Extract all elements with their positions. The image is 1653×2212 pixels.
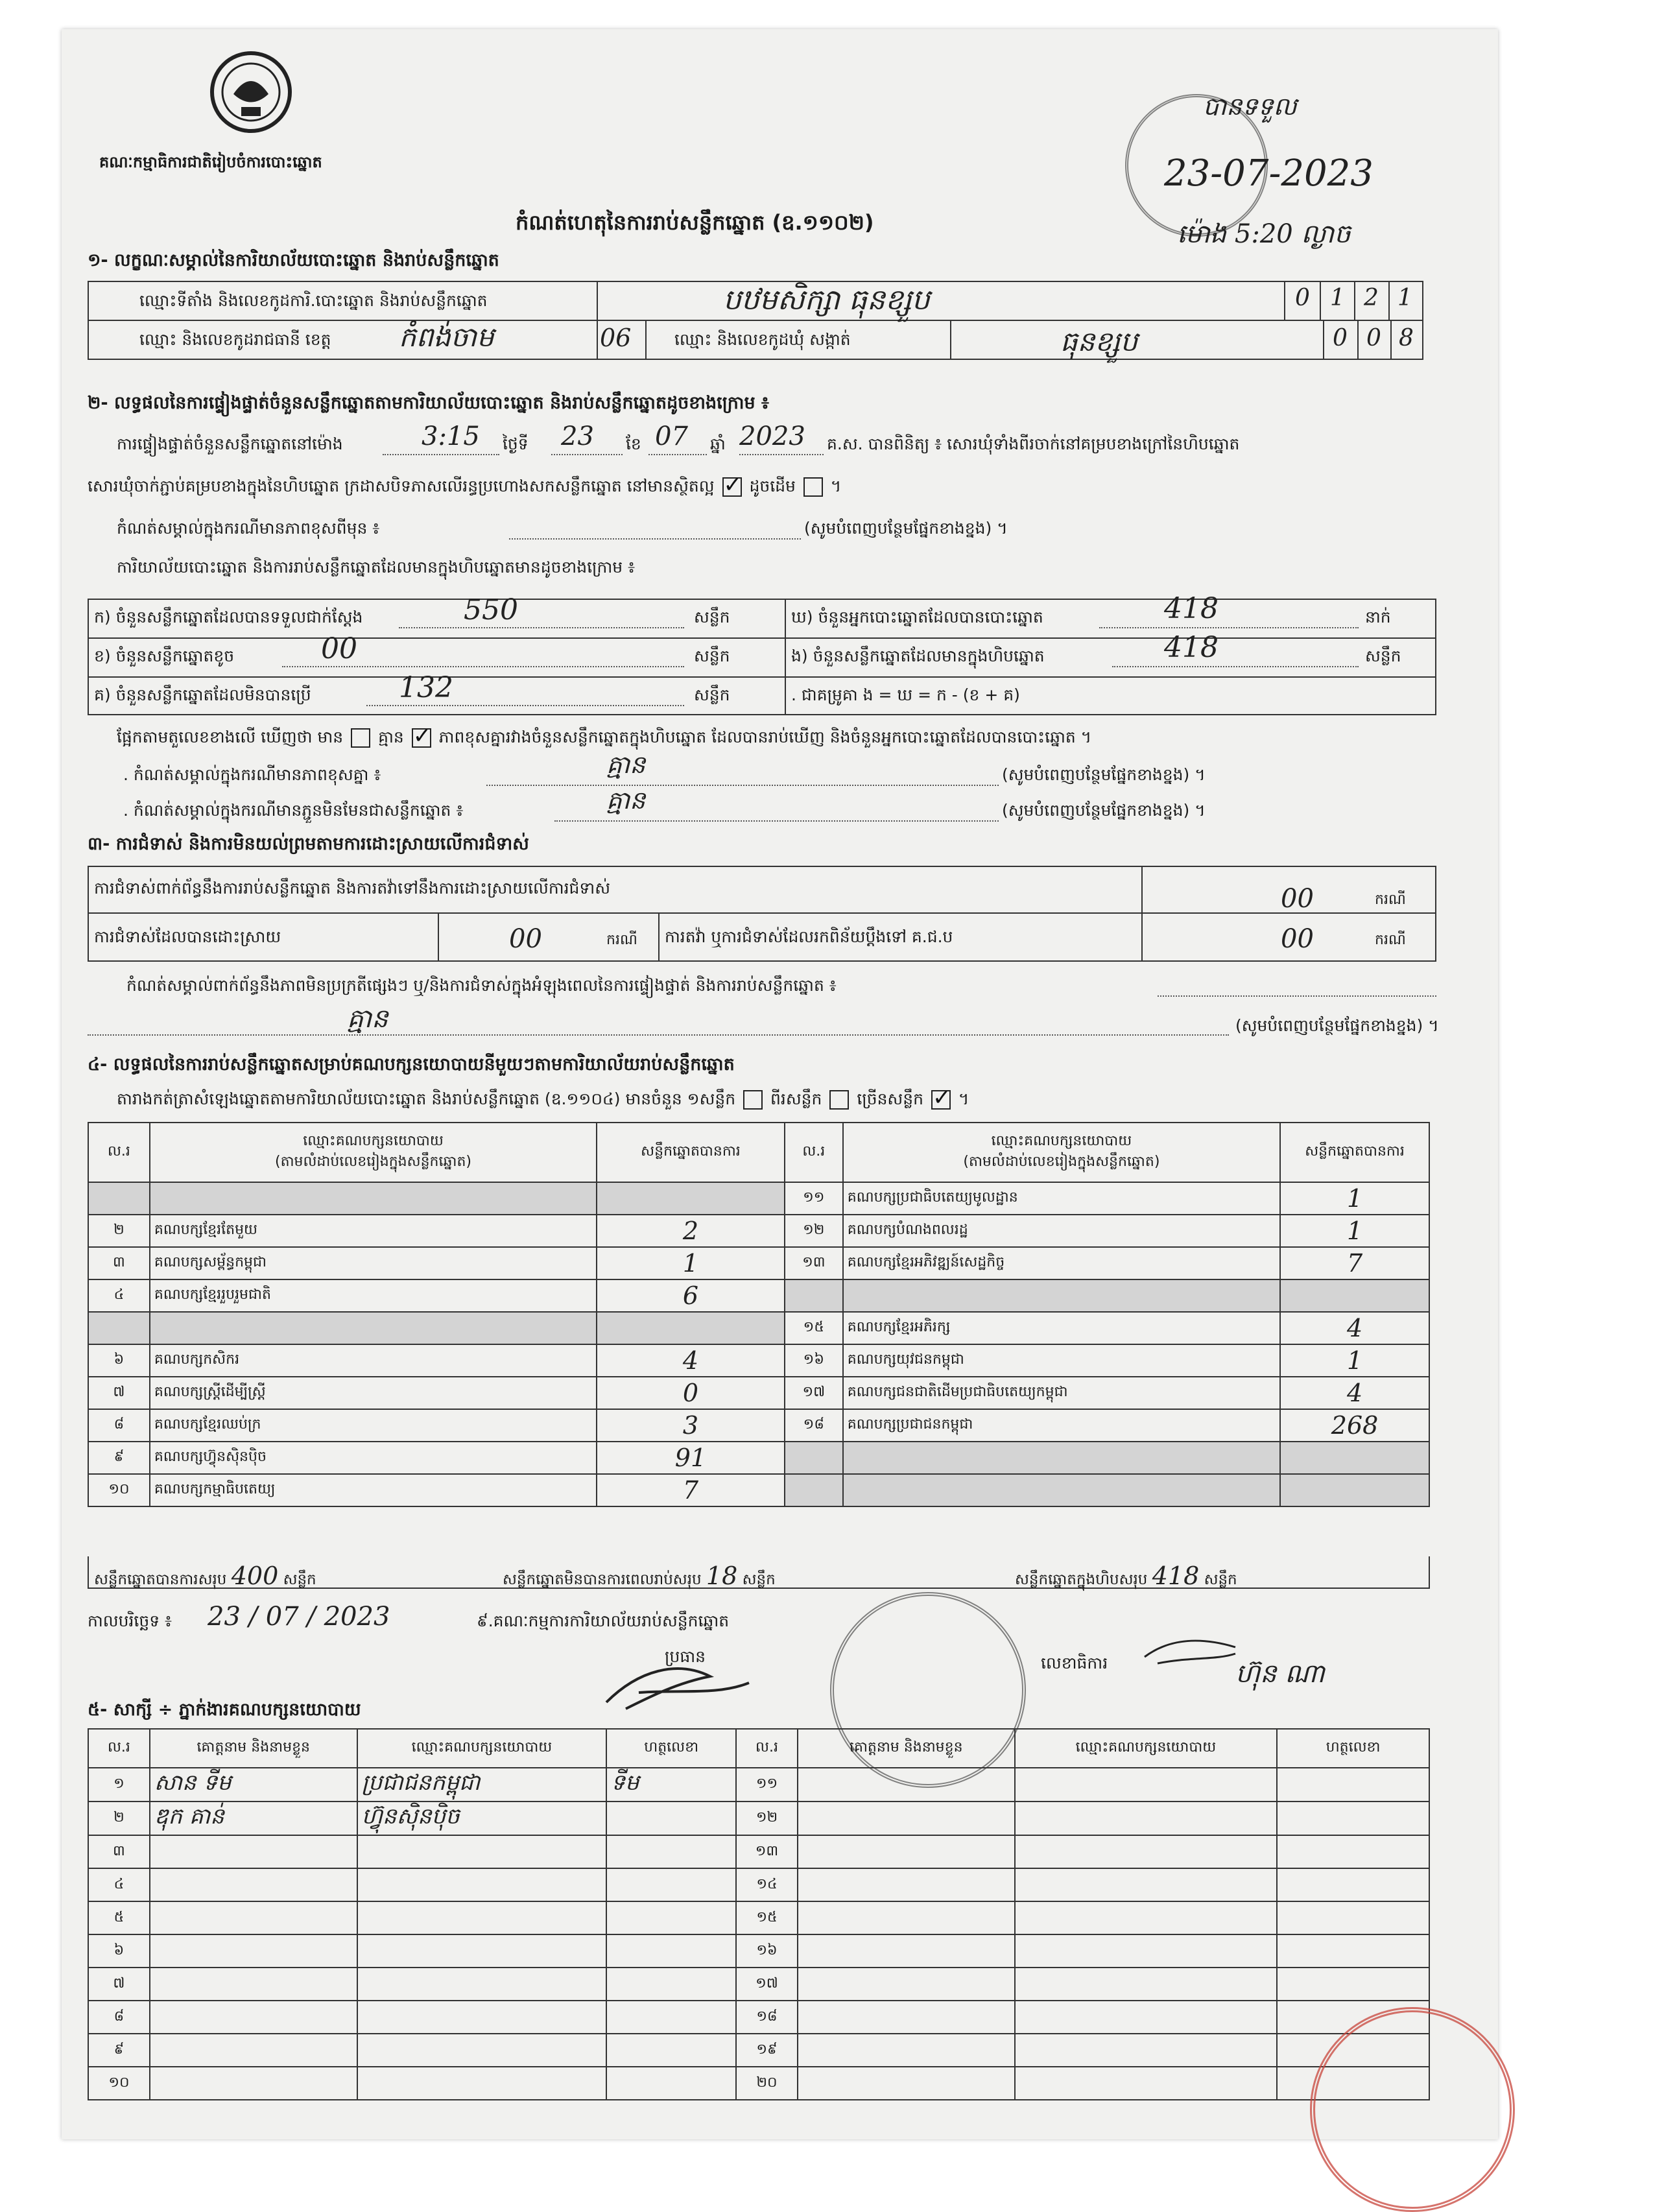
col-party-right: ឈ្មោះគណបក្សនយោបាយ (តាមលំដាប់លេខរៀងក្នុងសន្លឹកឆ្នោត) xyxy=(843,1123,1280,1182)
party-votes: 7 xyxy=(597,1474,785,1506)
received-label: បានទទួល xyxy=(1203,92,1297,121)
objection-row2-case: ករណី xyxy=(606,932,637,948)
party-no: ១២ xyxy=(785,1215,843,1247)
witness-name xyxy=(150,1835,357,1868)
witness-party xyxy=(1015,1934,1278,1968)
witness-party xyxy=(1015,2034,1278,2067)
party-no xyxy=(88,1312,150,1344)
party-votes: 7 xyxy=(1280,1247,1429,1279)
witness-signature xyxy=(1277,1802,1429,1835)
document-sheet xyxy=(62,29,1498,2139)
table-row xyxy=(88,1868,1429,1901)
w-col-no: ល.រ xyxy=(88,1729,150,1768)
party-votes xyxy=(1280,1279,1429,1312)
party-votes: 6 xyxy=(597,1279,785,1312)
count-c-label: គ) ចំនួនសន្លឹកឆ្នោតដែលមិនបានប្រើ xyxy=(94,685,311,704)
objection-row2-value: 00 xyxy=(509,924,542,954)
witness-signature xyxy=(1277,1968,1429,2001)
location-code-3: 2 xyxy=(1364,285,1379,311)
party-name xyxy=(843,1442,1280,1474)
table-row xyxy=(88,1247,1429,1279)
location-value: បឋមសិក្សា ធុនខ្សួប xyxy=(723,283,930,316)
party-no: ១៨ xyxy=(785,1409,843,1442)
witness-party xyxy=(1015,1768,1278,1802)
party-no: ១៥ xyxy=(785,1312,843,1344)
party-name: គណបក្សខ្មែរតែមួយ xyxy=(150,1215,597,1247)
witness-no: ១៣ xyxy=(736,1835,798,1868)
objection-row2b-case: ករណី xyxy=(1375,932,1406,948)
party-name: គណបក្សកសិករ xyxy=(150,1344,597,1377)
irregularity-note-label: កំណត់សម្គាល់ពាក់ព័ន្ធនឹងភាពមិនប្រក្រតីផ្សេងៗ ឬ/និងការជំទាស់ក្នុងអំឡុងពេលនៃការផ្ទៀងផ្ទាត់ និងការរាប់សន្លឹកឆ្នោត ៖ xyxy=(126,976,837,995)
table-row xyxy=(88,1901,1429,1934)
witness-no: ២០ xyxy=(736,2067,798,2100)
party-no: ១១ xyxy=(785,1182,843,1215)
location-code-4: 1 xyxy=(1397,285,1412,311)
witness-party xyxy=(357,1901,607,1934)
difference-note-tail: (សូមបំពេញបន្ថែមផ្នែកខាងខ្នង) ។ xyxy=(804,519,1008,538)
witness-signature xyxy=(1277,1868,1429,1901)
witness-party xyxy=(357,2001,607,2034)
witness-party xyxy=(1015,1835,1278,1868)
witness-name xyxy=(798,1901,1015,1934)
witness-no: ៣ xyxy=(88,1835,150,1868)
witness-name xyxy=(150,2034,357,2067)
witness-signature xyxy=(606,1934,736,1968)
witness-name xyxy=(798,2067,1015,2100)
party-votes: 0 xyxy=(597,1377,785,1409)
witness-signature xyxy=(606,1901,736,1934)
nec-logo xyxy=(208,49,295,136)
red-stamp xyxy=(1310,2007,1515,2212)
discrepancy-yes-checkbox[interactable] xyxy=(351,728,370,748)
difference-note-label: កំណត់សម្គាល់ក្នុងករណីមានភាពខុសពីមុន ៖ xyxy=(117,519,380,538)
witness-name xyxy=(798,1868,1015,1901)
witness-signature xyxy=(1277,1835,1429,1868)
location-label: ឈ្មោះទីតាំង និងលេខកូដការិ.បោះឆ្នោត និងរាប់សន្លឹកឆ្នោត xyxy=(139,291,488,310)
received-date: 23-07-2023 xyxy=(1164,152,1374,195)
year-label: ឆ្នាំ xyxy=(710,434,726,453)
count-d-value: 418 xyxy=(1164,592,1219,625)
check-month: 07 xyxy=(655,422,688,451)
table-row xyxy=(88,2067,1429,2100)
witness-signature xyxy=(606,2034,736,2067)
party-name: គណបក្សខ្មែរអភិរក្ស xyxy=(843,1312,1280,1344)
count-a-unit: សន្លឹក xyxy=(694,608,730,626)
witness-name xyxy=(150,1868,357,1901)
table-row xyxy=(88,1182,1429,1215)
discrepancy-check: ផ្អែកតាមតួលេខខាងលើ ឃើញថា មាន គ្មាន ✓ ភាពខុសគ្នារវាងចំនួនសន្លឹកឆ្នោតក្នុងហិបឆ្នោត ដែលបានរាប់ឃើញ និងចំនួនអ្នកបោះឆ្នោតដែលបានបោះឆ្នោត ។ xyxy=(117,728,1091,751)
count-c-value: 132 xyxy=(399,671,453,704)
table-row xyxy=(88,1768,1429,1802)
witness-signature xyxy=(1277,1901,1429,1934)
party-name: គណបក្សកម្មាធិបតេយ្យ xyxy=(150,1474,597,1506)
two-sheets-checkbox[interactable] xyxy=(829,1090,849,1110)
witness-no: ១២ xyxy=(736,1802,798,1835)
count-b-value: 00 xyxy=(321,632,357,665)
witness-party xyxy=(357,1934,607,1968)
party-name: គណបក្សជនជាតិដើមប្រជាធិបតេយ្យកម្ពុជា xyxy=(843,1377,1280,1409)
witness-no: ២ xyxy=(88,1802,150,1835)
count-formula: . ជាគម្រូគា ង = ឃ = ក - (ខ + គ) xyxy=(791,685,1020,704)
witness-name xyxy=(150,2067,357,2100)
commune-label: ឈ្មោះ និងលេខកូដឃុំ សង្កាត់ xyxy=(674,330,851,349)
section4-heading: ៤- លទ្ធផលនៃការរាប់សន្លឹកឆ្នោតសម្រាប់គណបក្សនយោបាយនីមួយៗតាមការិយាល័យរាប់សន្លឹកឆ្នោត xyxy=(88,1054,735,1075)
province-code: 06 xyxy=(600,324,632,352)
w-col-party: ឈ្មោះគណបក្សនយោបាយ xyxy=(357,1729,607,1768)
party-name xyxy=(150,1182,597,1215)
party-votes xyxy=(597,1312,785,1344)
party-name: គណបក្សប្រជាធិបតេយ្យមូលដ្ឋាន xyxy=(843,1182,1280,1215)
table-row xyxy=(88,2034,1429,2067)
party-votes: 4 xyxy=(597,1344,785,1377)
witness-party xyxy=(1015,1868,1278,1901)
count-e-value: 418 xyxy=(1164,631,1219,664)
section2-heading: ២- លទ្ធផលនៃការផ្ទៀងផ្ទាត់ចំនួនសន្លឹកឆ្នោតតាមការិយាល័យបោះឆ្នោត និងរាប់សន្លឹកឆ្នោតដូចខាងក្រោម ៖ xyxy=(88,393,769,413)
party-votes: 4 xyxy=(1280,1377,1429,1409)
tally-sheet-count: តារាងកត់ត្រាសំឡេងឆ្នោតតាមការិយាល័យបោះឆ្នោត និងរាប់សន្លឹកឆ្នោត (ឧ.១១០៤) មានចំនួន ១សន្លឹក ពីរសន្លឹក ច្រើនសន្លឹក ✓ ។ xyxy=(117,1089,969,1113)
witness-name xyxy=(798,1934,1015,1968)
party-no: ៦ xyxy=(88,1344,150,1377)
party-votes xyxy=(597,1182,785,1215)
ballot-counts-intro: ការិយាល័យបោះឆ្នោត និងការរាប់សន្លឹកឆ្នោតដែលមានក្នុងហិបឆ្នោតមានដូចខាងក្រោម ៖ xyxy=(117,558,636,577)
province-label: ឈ្មោះ និងលេខកូដរាជធានី ខេត្ត xyxy=(139,330,331,349)
note2-tail: (សូមបំពេញបន្ថែមផ្នែកខាងខ្នង) ។ xyxy=(1002,801,1206,820)
party-no: ៩ xyxy=(88,1442,150,1474)
table-row xyxy=(88,1344,1429,1377)
witness-no: ១៨ xyxy=(736,2001,798,2034)
check-day: 23 xyxy=(561,422,594,451)
party-name: គណបក្សខ្មែរអភិវឌ្ឍន៍សេដ្ឋកិច្ច xyxy=(843,1247,1280,1279)
secretary-name: ហ៊ុន ណា xyxy=(1235,1659,1325,1689)
witness-signature xyxy=(1277,1768,1429,1802)
count-d-label: ឃ) ចំនួនអ្នកបោះឆ្នោតដែលបានបោះឆ្នោត xyxy=(791,608,1043,626)
received-time: ម៉ោង 5:20 ល្ងាច xyxy=(1177,219,1351,249)
count-d-unit: នាក់ xyxy=(1365,608,1391,626)
secretary-label: លេខាធិការ xyxy=(1041,1654,1108,1672)
total-valid: សន្លឹកឆ្នោតបានការសរុប 400 សន្លឹក xyxy=(94,1562,316,1590)
party-no: ១៣ xyxy=(785,1247,843,1279)
witness-name xyxy=(798,1835,1015,1868)
witness-no: ១០ xyxy=(88,2067,150,2100)
witness-party xyxy=(357,1868,607,1901)
table-row xyxy=(88,1442,1429,1474)
section5-heading: ៥- សាក្សី ÷ ភ្នាក់ងារគណបក្សនយោបាយ xyxy=(88,1700,361,1720)
chair-label: ប្រធាន xyxy=(665,1647,706,1666)
result-date-value: 23 / 07 / 2023 xyxy=(208,1602,390,1632)
witness-no: ១៥ xyxy=(736,1901,798,1934)
ok-checkbox[interactable] xyxy=(722,477,742,497)
witness-signature xyxy=(606,2001,736,2034)
seal-check-text: សោរឃុំចាក់ភ្ជាប់គម្របខាងក្នុងនៃហិបឆ្នោត ក្រដាសបិទភាសលើរន្ធប្រហោងសកសន្លឹកឆ្នោត នៅមានស្ថិតល្អ ✓ ដូចដើម ។ xyxy=(88,477,841,500)
col-no-right: ល.រ xyxy=(785,1123,843,1182)
party-name: គណបក្សប្រជាជនកម្ពុជា xyxy=(843,1409,1280,1442)
table-row xyxy=(88,2001,1429,2034)
party-no xyxy=(785,1474,843,1506)
location-code-2: 1 xyxy=(1330,285,1345,311)
w-col-name: គោត្តនាម និងនាមខ្លួន xyxy=(150,1729,357,1768)
col-votes-right: សន្លឹកឆ្នោតបានការ xyxy=(1280,1123,1429,1182)
table-row xyxy=(88,1312,1429,1344)
party-name: គណបក្សខ្មែររួបរួមជាតិ xyxy=(150,1279,597,1312)
party-no: ៧ xyxy=(88,1377,150,1409)
objection-row2-label: ការជំទាស់ដែលបានដោះស្រាយ xyxy=(94,927,281,946)
witness-no: ៩ xyxy=(88,2034,150,2067)
party-no xyxy=(785,1279,843,1312)
witness-no: ៥ xyxy=(88,1901,150,1934)
party-results-table xyxy=(88,1122,1430,1507)
witness-signature xyxy=(606,1802,736,1835)
party-name: គណបក្សហ៊្វុនស៊ិនប៉ិច xyxy=(150,1442,597,1474)
total-in-box: សន្លឹកឆ្នោតក្នុងហិបសរុប 418 សន្លឹក xyxy=(1015,1562,1237,1590)
witness-signature xyxy=(606,1868,736,1901)
party-name: គណបក្សសម្ព័ន្ធកម្ពុជា xyxy=(150,1247,597,1279)
table-row xyxy=(88,1215,1429,1247)
witness-table xyxy=(88,1728,1430,2100)
w-col-sign-right: ហត្ថលេខា xyxy=(1277,1729,1429,1768)
party-name xyxy=(843,1279,1280,1312)
witness-party xyxy=(357,2034,607,2067)
witness-party xyxy=(1015,2067,1278,2100)
party-no: ១៦ xyxy=(785,1344,843,1377)
party-no: ៣ xyxy=(88,1247,150,1279)
witness-party xyxy=(1015,2001,1278,2034)
table-row xyxy=(88,1835,1429,1868)
witness-name: សាន ទីម xyxy=(150,1768,357,1802)
table-row xyxy=(88,1934,1429,1968)
party-votes: 91 xyxy=(597,1442,785,1474)
party-no: ៨ xyxy=(88,1409,150,1442)
party-name: គណបក្សស្ត្រីដើម្បីស្ត្រី xyxy=(150,1377,597,1409)
note1-value: គ្មាន xyxy=(606,750,646,779)
party-no xyxy=(785,1442,843,1474)
check-time-label: ការផ្ទៀងផ្ទាត់ចំនួនសន្លឹកឆ្នោតនៅម៉ោង xyxy=(117,434,343,453)
w-col-name-right: គោត្តនាម និងនាមខ្លួន xyxy=(798,1729,1015,1768)
party-votes xyxy=(1280,1474,1429,1506)
party-votes: 1 xyxy=(1280,1344,1429,1377)
col-no: ល.រ xyxy=(88,1123,150,1182)
witness-no: ៧ xyxy=(88,1968,150,2001)
secretary-signature xyxy=(1138,1631,1242,1670)
objection-row1-case: ករណី xyxy=(1375,892,1406,908)
count-e-unit: សន្លឹក xyxy=(1365,647,1401,665)
note2-value: គ្មាន xyxy=(606,786,646,815)
org-name: គណៈកម្មាធិការជាតិរៀបចំការបោះឆ្នោត xyxy=(99,153,322,171)
party-no: ៤ xyxy=(88,1279,150,1312)
witness-name xyxy=(150,2001,357,2034)
w-col-party-right: ឈ្មោះគណបក្សនយោបាយ xyxy=(1015,1729,1278,1768)
witness-signature: ទីម xyxy=(606,1768,736,1802)
witness-no: ៨ xyxy=(88,2001,150,2034)
witness-no: ៦ xyxy=(88,1934,150,1968)
col-votes: សន្លឹកឆ្នោតបានការ xyxy=(597,1123,785,1182)
commune-code-2: 0 xyxy=(1366,325,1381,351)
location-code-1: 0 xyxy=(1295,285,1310,311)
party-name xyxy=(150,1312,597,1344)
witness-name xyxy=(798,1802,1015,1835)
discrepancy-no-checkbox[interactable] xyxy=(412,728,431,748)
party-votes: 1 xyxy=(597,1247,785,1279)
day-label: ថ្ងៃទី xyxy=(503,434,529,453)
province-value: កំពង់ចាម xyxy=(399,321,494,353)
witness-name xyxy=(798,2034,1015,2067)
check-year: 2023 xyxy=(739,422,805,451)
party-no xyxy=(88,1182,150,1215)
witness-name xyxy=(798,1968,1015,2001)
witness-name xyxy=(150,1901,357,1934)
objection-row1-label: ការជំទាស់ពាក់ព័ន្ធនឹងការរាប់សន្លឹកឆ្នោត និងការតវ៉ាទៅនឹងការដោះស្រាយលើការជំទាស់ xyxy=(94,879,611,898)
witness-party xyxy=(1015,1802,1278,1835)
commune-value: ធុនខ្សួប xyxy=(1060,326,1138,357)
witness-name: ឌុក គាន់ xyxy=(150,1802,357,1835)
witness-signature xyxy=(1277,1934,1429,1968)
irregularity-note-tail: (សូមបំពេញបន្ថែមផ្នែកខាងខ្នង) ។ xyxy=(1235,1016,1439,1035)
objection-row2b-value: 00 xyxy=(1281,924,1314,954)
committee-label: ៩.គណៈកម្មការការិយាល័យរាប់សន្លឹកឆ្នោត xyxy=(477,1611,730,1630)
witness-name xyxy=(798,2001,1015,2034)
result-date-label: កាលបរិច្ឆេទ ៖ xyxy=(88,1611,172,1630)
count-b-label: ខ) ចំនួនសន្លឹកឆ្នោតខូច xyxy=(94,647,235,665)
w-col-sign: ហត្ថលេខា xyxy=(606,1729,736,1768)
one-sheet-checkbox[interactable] xyxy=(743,1090,763,1110)
note1-tail: (សូមបំពេញបន្ថែមផ្នែកខាងខ្នង) ។ xyxy=(1002,765,1206,784)
party-name xyxy=(843,1474,1280,1506)
witness-no: ១ xyxy=(88,1768,150,1802)
party-votes: 1 xyxy=(1280,1215,1429,1247)
witness-party xyxy=(357,2067,607,2100)
count-a-value: 550 xyxy=(464,593,518,626)
witness-party: ហ៊្វុនស៊ិនប៉ិច xyxy=(357,1802,607,1835)
many-sheets-checkbox[interactable] xyxy=(931,1090,951,1110)
col-party: ឈ្មោះគណបក្សនយោបាយ (តាមលំដាប់លេខរៀងក្នុងសន្លឹកឆ្នោត) xyxy=(150,1123,597,1182)
witness-party xyxy=(357,1835,607,1868)
table-row xyxy=(88,1409,1429,1442)
party-votes: 4 xyxy=(1280,1312,1429,1344)
irregularity-note-value: គ្មាន xyxy=(347,1004,388,1034)
section1-heading: ១- លក្ខណៈសម្គាល់នៃការិយាល័យបោះឆ្នោត និងរាប់សន្លឹកឆ្នោត xyxy=(88,250,499,270)
party-no: ១០ xyxy=(88,1474,150,1506)
party-votes xyxy=(1280,1442,1429,1474)
section3-heading: ៣- ការជំទាស់ និងការមិនយល់ព្រមតាមការដោះស្រាយលើការជំទាស់ xyxy=(88,834,529,854)
witness-signature xyxy=(606,1968,736,2001)
party-votes: 2 xyxy=(597,1215,785,1247)
witness-no: ១៧ xyxy=(736,1968,798,2001)
month-label: ខែ xyxy=(626,434,641,453)
party-no: ១៧ xyxy=(785,1377,843,1409)
table-row xyxy=(88,1802,1429,1835)
form-title: កំណត់ហេតុនៃការរាប់សន្លឹកឆ្នោត (ឧ.១១០២) xyxy=(516,210,874,235)
witness-no: ១៦ xyxy=(736,1934,798,1968)
total-invalid: សន្លឹកឆ្នោតមិនបានការពេលរាប់សរុប 18 សន្លឹក xyxy=(503,1562,776,1590)
lock-check-text: គ.ស. បានពិនិត្យ ៖ សោរឃុំទាំងពីរចាក់នៅគម្របខាងក្រៅនៃហិបឆ្នោត xyxy=(827,434,1240,453)
party-votes: 3 xyxy=(597,1409,785,1442)
witness-signature xyxy=(606,2067,736,2100)
count-b-unit: សន្លឹក xyxy=(694,647,730,665)
party-name: គណបក្សយុវជនកម្ពុជា xyxy=(843,1344,1280,1377)
note1-label: . កំណត់សម្គាល់ក្នុងករណីមានភាពខុសគ្នា ៖ xyxy=(123,765,381,784)
witness-no: ៤ xyxy=(88,1868,150,1901)
table-row xyxy=(88,1377,1429,1409)
objection-row2b-label: ការតវ៉ា ឬការជំទាស់ដែលរកពិន័យប្តឹងទៅ គ.ជ.ប xyxy=(665,927,953,946)
count-c-unit: សន្លឹក xyxy=(694,685,730,704)
count-e-label: ង) ចំនួនសន្លឹកឆ្នោតដែលមានក្នុងហិបឆ្នោត xyxy=(791,647,1045,665)
witness-name xyxy=(798,1768,1015,1802)
check-time: 3:15 xyxy=(422,422,480,451)
other-checkbox[interactable] xyxy=(803,477,823,497)
party-no: ២ xyxy=(88,1215,150,1247)
witness-no: ១១ xyxy=(736,1768,798,1802)
party-name: គណបក្សខ្មែរឈប់ក្រ xyxy=(150,1409,597,1442)
witness-name xyxy=(150,1934,357,1968)
witness-no: ១៩ xyxy=(736,2034,798,2067)
note2-label: . កំណត់សម្គាល់ក្នុងករណីមានភ្ជួនមិនមែនជាសន្លឹកឆ្នោត ៖ xyxy=(123,801,464,820)
objection-row1-value: 00 xyxy=(1281,884,1314,914)
table-row xyxy=(88,1968,1429,2001)
commune-code-3: 8 xyxy=(1399,325,1414,351)
witness-party xyxy=(357,1968,607,2001)
witness-party xyxy=(1015,1901,1278,1934)
party-votes: 1 xyxy=(1280,1182,1429,1215)
commune-code-1: 0 xyxy=(1333,325,1348,351)
witness-party xyxy=(1015,1968,1278,2001)
count-a-label: ក) ចំនួនសន្លឹកឆ្នោតដែលបានទទួលជាក់ស្តែង xyxy=(94,608,363,626)
w-col-no-right: ល.រ xyxy=(736,1729,798,1768)
witness-party: ប្រជាជនកម្ពុជា xyxy=(357,1768,607,1802)
table-row xyxy=(88,1474,1429,1506)
party-name: គណបក្សបំណងពលរដ្ឋ xyxy=(843,1215,1280,1247)
party-votes: 268 xyxy=(1280,1409,1429,1442)
witness-no: ១៤ xyxy=(736,1868,798,1901)
witness-name xyxy=(150,1968,357,2001)
chair-signature xyxy=(600,1657,755,1715)
witness-signature xyxy=(606,1835,736,1868)
table-row xyxy=(88,1279,1429,1312)
